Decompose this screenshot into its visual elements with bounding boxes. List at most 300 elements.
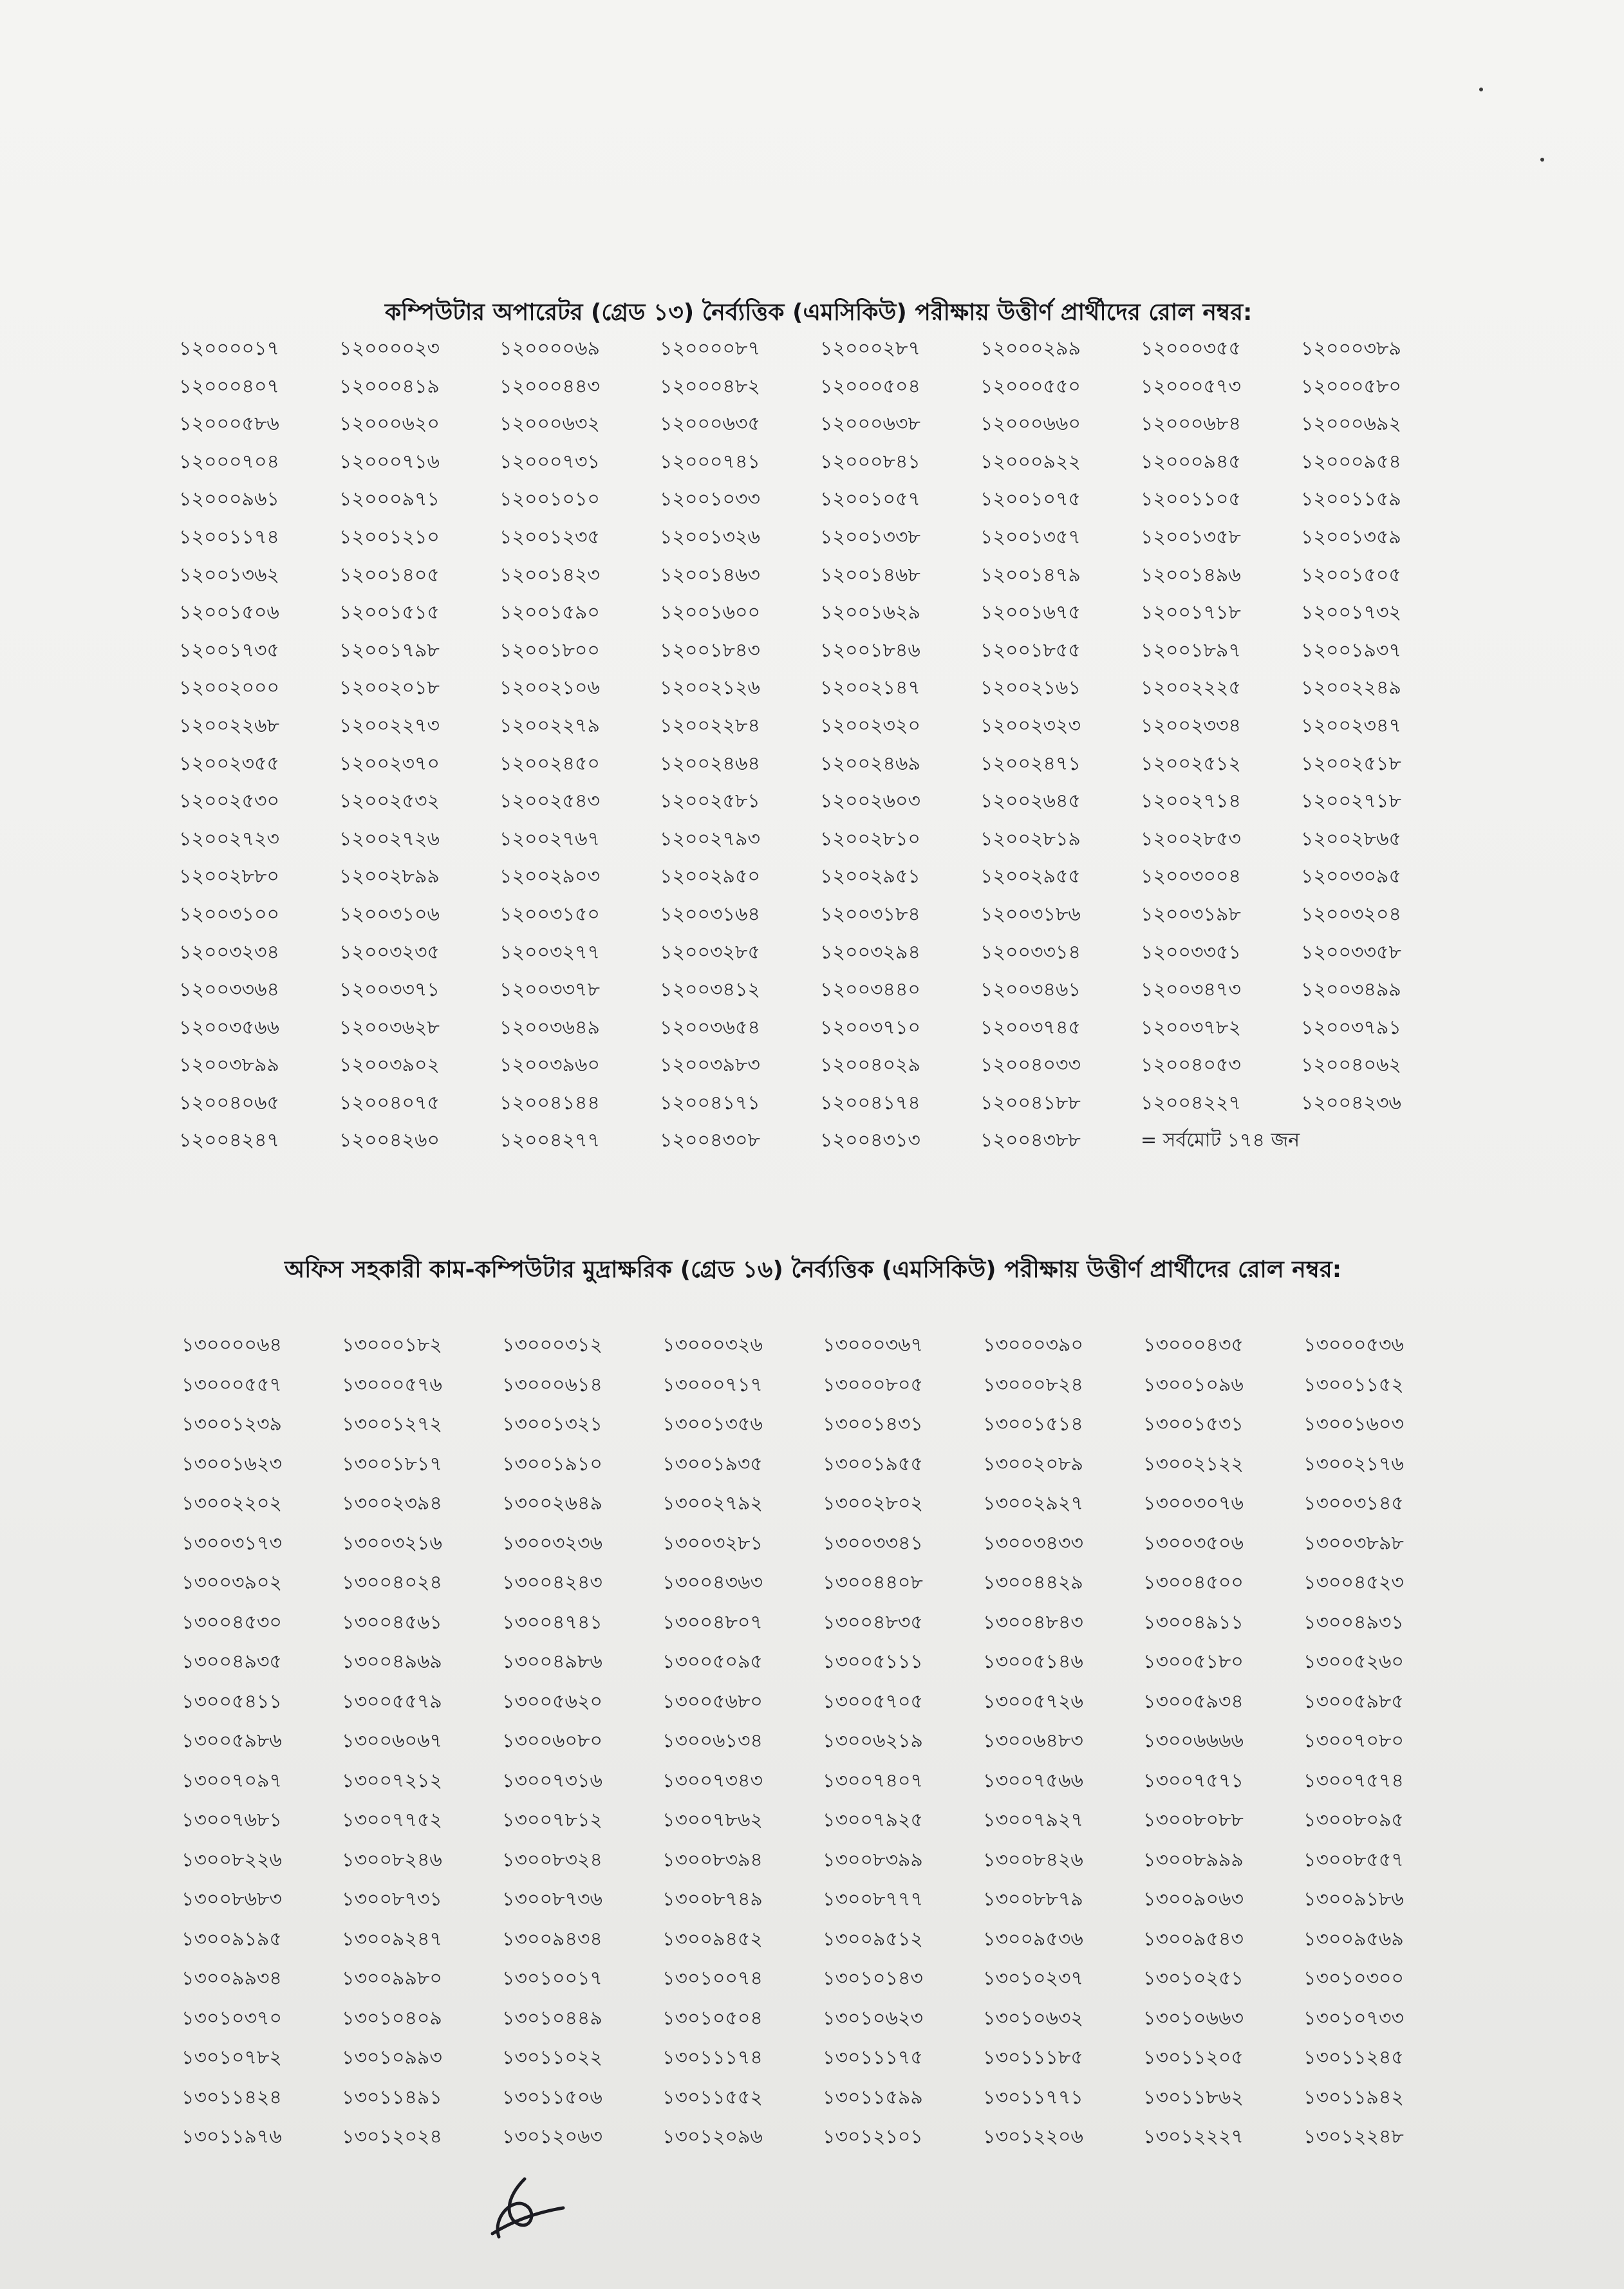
roll-number: ১৩০০২০৮৯ (983, 1452, 1083, 1475)
roll-number: ১৩০০৯৫৩৬ (983, 1927, 1083, 1950)
roll-number: ১২০০২৫৩২ (339, 790, 440, 813)
roll-number: ১২০০৩১০৬ (339, 902, 440, 926)
roll-number: ১৩০০৭৪০৭ (823, 1769, 923, 1792)
roll-number: ১২০০০৬২০ (339, 413, 440, 436)
roll-number: ১৩০০৫৫৭৯ (342, 1690, 442, 1713)
roll-number: ১৩০০৫৭২৬ (983, 1690, 1083, 1713)
roll-number: ১২০০৩৪৯৯ (1301, 978, 1401, 1002)
roll-number: ১৩০০৮৩২৪ (502, 1848, 602, 1871)
roll-number: ১৩০০০৪৩৫ (1143, 1334, 1244, 1356)
roll-number: ১২০০০৬৯২ (1301, 413, 1401, 436)
roll-number: ১২০০২৬৪৫ (980, 790, 1081, 813)
roll-number: ১২০০২৮৬৫ (1301, 827, 1401, 850)
roll-number: ১৩০০২৯২৭ (983, 1492, 1083, 1515)
roll-number: ১৩০০৭৩৪৩ (662, 1769, 763, 1792)
roll-number: ১৩০০৮৫৫৭ (1303, 1848, 1404, 1871)
roll-number: ১৩০১২০২৪ (342, 2126, 442, 2148)
roll-number: ১২০০৪০৩৩ (980, 1054, 1081, 1077)
roll-number: ১৩০০৭৫৬৬ (983, 1769, 1083, 1792)
roll-number: ১২০০০৫৮০ (1301, 375, 1401, 398)
roll-number: ১২০০৪২২৭ (1141, 1091, 1241, 1114)
roll-number: ১৩০০০৬১৪ (502, 1373, 602, 1396)
roll-number: ১২০০১৮৪৩ (660, 639, 760, 662)
roll-number: ১২০০২২৭৩ (339, 714, 440, 737)
roll-number: ১৩০১০০৭৪ (662, 1967, 763, 1990)
roll-number: ১৩০০০৫৫৭ (182, 1373, 282, 1396)
roll-number: ১৩০০৮০৯৫ (1303, 1809, 1404, 1831)
roll-number: ১৩০১১৯৪২ (1303, 2086, 1404, 2109)
roll-number: ১২০০৩৯৮৩ (660, 1054, 760, 1077)
roll-number: ১২০০৩১৮৪ (820, 902, 920, 926)
roll-number: ১২০০৩৬৫৪ (660, 1016, 760, 1039)
speck-mark (1540, 158, 1544, 162)
roll-number: ১২০০২৩৪৭ (1301, 714, 1401, 737)
roll-number: ১৩০০১২৩৯ (182, 1413, 282, 1435)
roll-number: ১২০০৩১৮৬ (980, 902, 1081, 926)
roll-number: ১৩০০৪৮৪৩ (983, 1611, 1083, 1634)
roll-number: ১২০০১০৩৩ (660, 488, 760, 511)
roll-number: ১৩০০৮২২৬ (182, 1848, 282, 1871)
roll-number: ১৩০০৮৬৮৩ (182, 1888, 282, 1911)
total-count: = সর্বমোট ১৭৪ জন (1141, 1129, 1300, 1152)
roll-number: ১২০০৩১৫০ (499, 902, 600, 926)
roll-number: ১২০০৩৪৪০ (820, 978, 920, 1002)
roll-number: ১৩০০১৩২১ (502, 1413, 602, 1435)
roll-number: ১২০০২১৪৭ (820, 677, 920, 700)
roll-number: ১২০০৪২৩৬ (1301, 1091, 1401, 1114)
roll-number: ১২০০৩৪৬১ (980, 978, 1081, 1002)
roll-number: ১২০০০৫৮৬ (179, 413, 279, 436)
roll-number: ১৩০১১৫৯৯ (823, 2086, 923, 2109)
roll-number: ১৩০০৪৩৬৩ (662, 1571, 763, 1594)
roll-number: ১৩০০১৪৩১ (823, 1413, 923, 1435)
roll-number: ১২০০১২৩৫ (499, 525, 600, 548)
roll-number: ১৩০১০৪৪৯ (502, 2006, 602, 2030)
roll-number: ১২০০২৪৭১ (980, 752, 1081, 775)
roll-number: ১৩০০২৮০২ (823, 1492, 923, 1515)
roll-number: ১৩০০০৭১৭ (662, 1373, 763, 1396)
roll-number: ১২০০৩০৯৫ (1301, 865, 1401, 888)
roll-number: ১৩০০৯২৪৭ (342, 1927, 442, 1950)
roll-number: ১২০০০৩৫৫ (1141, 337, 1241, 360)
roll-number: ১৩০১০৭৩৩ (1303, 2006, 1404, 2030)
roll-number: ১২০০১০৫৭ (820, 488, 920, 511)
roll-number: ১৩০০৮৩৯৪ (662, 1848, 763, 1871)
roll-number: ১২০০০৯৭১ (339, 488, 440, 511)
section1-roll-grid (179, 339, 1461, 1169)
roll-number: ১৩০০০০৬৪ (182, 1334, 282, 1356)
roll-number: ১২০০০৯২২ (980, 450, 1081, 473)
roll-number: ১২০০০৭৪১ (660, 450, 760, 473)
roll-number: ১৩০০৭৬৮১ (182, 1809, 282, 1831)
roll-number: ১২০০০৬৩৫ (660, 413, 760, 436)
roll-number: ১২০০২৭১৪ (1141, 790, 1241, 813)
roll-number: ১২০০২৮৯৯ (339, 865, 440, 888)
roll-number: ১২০০৩৪৭৩ (1141, 978, 1241, 1002)
roll-number: ১২০০৩৭৯১ (1301, 1016, 1401, 1039)
roll-number: ১৩০০২৩৯৪ (342, 1492, 442, 1515)
roll-number: ১২০০০৭১৬ (339, 450, 440, 473)
roll-number: ১২০০৪১৪৪ (499, 1091, 600, 1114)
roll-number: ১৩০০৪৫০০ (1143, 1571, 1244, 1594)
roll-number: ১৩০০০৩২৬ (662, 1334, 763, 1356)
roll-number: ১২০০১৩৬২ (179, 563, 279, 586)
roll-number: ১৩০১২০৯৬ (662, 2126, 763, 2148)
roll-number: ১৩০০৮৯৯৯ (1143, 1848, 1244, 1871)
roll-number: ১৩০০৪৫২৩ (1303, 1571, 1404, 1594)
roll-number: ১৩০০৬১৩৪ (662, 1730, 763, 1752)
roll-number: ১২০০২৭৯৩ (660, 827, 760, 850)
roll-number: ১৩০০৪৯৮৬ (502, 1650, 602, 1673)
roll-number: ১৩০১০৬৩২ (983, 2006, 1083, 2030)
roll-number: ১২০০৩১০০ (179, 902, 279, 926)
roll-number: ১৩০১০৯৯৩ (342, 2046, 442, 2069)
roll-number: ১৩০০৪০২৪ (342, 1571, 442, 1594)
roll-number: ১৩০১১১৮৫ (983, 2046, 1083, 2069)
roll-number: ১২০০২১৬১ (980, 677, 1081, 700)
roll-number: ১২০০৩২৮৫ (660, 940, 760, 964)
roll-number: ১২০০১৭৯৮ (339, 639, 440, 662)
roll-number: ১৩০০৮২৪৬ (342, 1848, 442, 1871)
roll-number: ১৩০১১২০৫ (1143, 2046, 1244, 2069)
roll-number: ১৩০০৭৮৬২ (662, 1809, 763, 1831)
roll-number: ১৩০০৯৫১২ (823, 1927, 923, 1950)
roll-number: ১২০০৩২৭৭ (499, 940, 601, 964)
roll-number: ১৩০১০২৫১ (1143, 1967, 1244, 1990)
roll-number: ১৩০১০০১৭ (502, 1967, 602, 1990)
roll-number: ১৩০১১৯৭৬ (182, 2126, 282, 2148)
roll-number: ১২০০০২৯৯ (980, 337, 1081, 360)
roll-number: ১২০০৩৬২৮ (339, 1016, 440, 1039)
roll-number: ১৩০০০৮০৫ (823, 1373, 923, 1396)
roll-number: ১২০০৩৩৫১ (1141, 940, 1241, 964)
roll-number: ১৩০০৭০৯৭ (182, 1769, 282, 1792)
roll-number: ১২০০৪১৭৪ (820, 1091, 920, 1114)
roll-number: ১২০০০০২৩ (339, 337, 440, 360)
roll-number: ১৩০১০৬২৩ (823, 2006, 923, 2030)
roll-number: ১৩০০৫১১১ (823, 1650, 923, 1673)
roll-number: ১২০০১৬২৯ (820, 601, 920, 624)
roll-number: ১২০০১৮৫৫ (980, 639, 1081, 662)
roll-number: ১৩০০১০৯৬ (1143, 1373, 1244, 1396)
roll-number: ১৩০০৫২৬০ (1303, 1650, 1404, 1673)
section2-title: অফিস সহকারী কাম-কম্পিউটার মুদ্রাক্ষরিক (গ্রেড ১৬) নৈর্ব্যত্তিক (এমসিকিউ) পরীক্ষায় উত্তীর্ণ প্রার্থীদের রোল নম্বর: (285, 1257, 1342, 1283)
roll-number: ১৩০০৬৬৬৬ (1143, 1730, 1244, 1752)
roll-number: ১৩০০৪৯৩৫ (182, 1650, 282, 1673)
roll-number: ১৩০১০৩৭০ (182, 2006, 282, 2030)
roll-number: ১৩০০০৫৭৬ (342, 1373, 442, 1396)
roll-number: ১২০০২৪৬৪ (660, 752, 760, 775)
roll-number: ১২০০০৭৩১ (499, 450, 600, 473)
roll-number: ১৩০০৯৫৬৯ (1303, 1927, 1404, 1950)
roll-number: ১২০০০২৮৭ (820, 337, 920, 360)
roll-number: ১২০০১৩২৬ (660, 525, 760, 548)
roll-number: ১২০০২৩৫৫ (179, 752, 279, 775)
roll-number: ১২০০০৬৩২ (499, 413, 601, 436)
roll-number: ১২০০১৫৯০ (499, 601, 600, 624)
roll-number: ১২০০১৩৫৯ (1301, 525, 1401, 548)
roll-number: ১৩০০৫৭০৫ (823, 1690, 923, 1713)
roll-number: ১৩০১০২৩৭ (983, 1967, 1083, 1990)
roll-number: ১২০০১৪২৩ (499, 563, 600, 586)
roll-number: ১২০০১৪৭৯ (980, 563, 1081, 586)
roll-number: ১৩০১১১৭৪ (662, 2046, 763, 2069)
roll-number: ১৩০০০১৮২ (342, 1334, 442, 1356)
roll-number: ১৩০০৬২১৯ (823, 1730, 923, 1752)
roll-number: ১২০০৩২০৪ (1301, 902, 1401, 926)
roll-number: ১৩০১২২০৬ (983, 2126, 1083, 2148)
roll-number: ১৩০০৭৫৭১ (1143, 1769, 1244, 1792)
roll-number: ১২০০১৪৯৬ (1141, 563, 1241, 586)
roll-number: ১৩০০৩২১৬ (342, 1531, 442, 1555)
roll-number: ১৩০০৫০৯৫ (662, 1650, 763, 1673)
roll-number: ১৩০০৯১৯৫ (182, 1927, 282, 1950)
roll-number: ১২০০৩৪১২ (660, 978, 760, 1002)
roll-number: ১২০০৩৯০২ (339, 1054, 440, 1077)
roll-number: ১৩০০৫৯৮৬ (182, 1730, 282, 1752)
roll-number: ১২০০২৮১৯ (980, 827, 1081, 850)
roll-number: ১২০০২৬০৩ (820, 790, 921, 813)
roll-number: ১২০০৪০২৯ (820, 1054, 920, 1077)
speck-mark (1479, 88, 1483, 91)
roll-number: ১৩০০২১৭৬ (1303, 1452, 1404, 1475)
roll-number: ১৩০১২১০১ (823, 2126, 923, 2148)
roll-number: ১২০০২৮৫৩ (1141, 827, 1241, 850)
roll-number: ১৩০০৯৪৩৪ (502, 1927, 602, 1950)
roll-number: ১৩০০১২৭২ (342, 1413, 442, 1435)
roll-number: ১৩০০৭৯২৭ (983, 1809, 1083, 1831)
handwritten-signature (480, 2172, 570, 2256)
roll-number: ১৩০০১৯১০ (502, 1452, 602, 1475)
roll-number: ১৩০০২২০২ (182, 1492, 283, 1515)
roll-number: ১৩০১১২৪৫ (1303, 2046, 1404, 2069)
roll-number: ১৩০০৭৫৭৪ (1303, 1769, 1404, 1792)
roll-number: ১৩০০৮৭৪৯ (662, 1888, 763, 1911)
roll-number: ১২০০৪২৪৭ (179, 1129, 279, 1152)
roll-number: ১২০০২৪৫০ (499, 752, 600, 775)
roll-number: ১৩০১১০২২ (502, 2046, 602, 2069)
roll-number: ১২০০৪০৬২ (1301, 1054, 1401, 1077)
roll-number: ১২০০৩৩৫৮ (1301, 940, 1401, 964)
roll-number: ১৩০০৪৫৬১ (342, 1611, 442, 1634)
roll-number: ১৩০০৭৮১২ (502, 1809, 602, 1831)
roll-number: ১২০০২৪৬৯ (820, 752, 920, 775)
roll-number: ১৩০০৯৫৪৩ (1143, 1927, 1244, 1950)
roll-number: ১২০০৩৮৯৯ (179, 1054, 279, 1077)
roll-number: ১২০০০৭০৪ (179, 450, 279, 473)
roll-number: ১২০০১৪০৫ (339, 563, 440, 586)
roll-number: ১২০০১৭৩৫ (179, 639, 279, 662)
roll-number: ১৩০০১৫১৪ (983, 1413, 1083, 1435)
roll-number: ১২০০৪০৭৫ (339, 1091, 440, 1114)
roll-number: ১৩০০৪৮৩৫ (823, 1611, 923, 1634)
roll-number: ১২০০০৬৬০ (980, 413, 1081, 436)
roll-number: ১২০০৩২৩৫ (339, 940, 440, 964)
roll-number: ১৩০০৫৪১১ (182, 1690, 282, 1713)
roll-number: ১৩০০৯০৬৩ (1143, 1888, 1244, 1911)
roll-number: ১২০০৪১৭১ (660, 1091, 760, 1114)
roll-number: ১৩০১০৭৮২ (182, 2046, 282, 2069)
roll-number: ১৩০০৫৯৩৪ (1143, 1690, 1244, 1713)
roll-number: ১৩০০০৩১২ (502, 1334, 602, 1356)
roll-number: ১২০০৪৩০৮ (660, 1129, 760, 1152)
roll-number: ১২০০২২৮৪ (660, 714, 760, 737)
roll-number: ১৩০১২২২৭ (1143, 2126, 1244, 2148)
roll-number: ১৩০০৮৮৭৯ (983, 1888, 1083, 1911)
roll-number: ১২০০১০৭৫ (980, 488, 1081, 511)
roll-number: ১২০০১০১০ (499, 488, 600, 511)
roll-number: ১২০০২১০৬ (499, 677, 600, 700)
roll-number: ১৩০০১১৫২ (1303, 1373, 1404, 1396)
roll-number: ১৩০০৩১৪৫ (1303, 1492, 1404, 1515)
roll-number: ১২০০২৭৬৭ (499, 827, 601, 850)
roll-number: ১২০০৩২৯৪ (820, 940, 920, 964)
roll-number: ১৩০১০১৪৩ (823, 1967, 923, 1990)
roll-number: ১৩০১১৫৫২ (662, 2086, 763, 2109)
roll-number: ১৩০১১৮৬২ (1143, 2086, 1244, 2109)
roll-number: ১৩০০৫১৮০ (1143, 1650, 1244, 1673)
roll-number: ১২০০৪০৫৩ (1141, 1054, 1241, 1077)
roll-number: ১৩০০৫৬৮০ (662, 1690, 763, 1713)
roll-number: ১৩০০৩০৭৬ (1143, 1492, 1244, 1515)
roll-number: ১২০০৪৩১৩ (820, 1129, 920, 1152)
roll-number: ১৩০০৩২৮১ (662, 1531, 763, 1555)
roll-number: ১৩০০৭৩১৬ (502, 1769, 602, 1792)
roll-number: ১৩০০২৭৯২ (662, 1492, 763, 1515)
roll-number: ১২০০২০১৮ (339, 677, 440, 700)
roll-number: ১২০০১৫০৬ (179, 601, 279, 624)
roll-number: ১২০০৩৭৪৫ (980, 1016, 1081, 1039)
roll-number: ১২০০২২৭৯ (499, 714, 600, 737)
roll-number: ১২০০২৩২৩ (980, 714, 1081, 737)
roll-number: ১২০০০০৬৯ (499, 337, 600, 360)
roll-number: ১২০০১১০৫ (1141, 488, 1241, 511)
roll-number: ১২০০৩৯৬০ (499, 1054, 600, 1077)
roll-number: ১৩০০৪৯৬৯ (342, 1650, 442, 1673)
roll-number: ১২০০১৩৩৮ (820, 525, 920, 548)
roll-number: ১৩০০৪৫৩০ (182, 1611, 282, 1634)
roll-number: ১২০০০৪০৭ (179, 375, 279, 398)
roll-number: ১২০০২০০০ (179, 677, 280, 700)
roll-number: ১৩০০৩৮৯৮ (1303, 1531, 1404, 1555)
roll-number: ১২০০২৯৫০ (660, 865, 760, 888)
roll-number: ১২০০০০১৭ (179, 337, 279, 360)
roll-number: ১৩০০৬৪৮৩ (983, 1730, 1083, 1752)
roll-number: ১২০০৩১৯৮ (1141, 902, 1241, 926)
roll-number: ১২০০৪২৬০ (339, 1129, 440, 1152)
roll-number: ১৩০০৮৭৩৬ (502, 1888, 602, 1911)
roll-number: ১৩০১০৩০০ (1303, 1967, 1404, 1990)
roll-number: ১২০০২১২৬ (660, 677, 760, 700)
roll-number: ১৩০০৪৪০৮ (823, 1571, 923, 1594)
roll-number: ১৩০০৯৪৫২ (662, 1927, 763, 1950)
roll-number: ১২০০৩৩১৪ (980, 940, 1081, 964)
roll-number: ১২০০২৯৫১ (820, 865, 920, 888)
roll-number: ১২০০৩২৩৪ (179, 940, 279, 964)
roll-number: ১৩০০৪৯১১ (1143, 1611, 1244, 1634)
roll-number: ১২০০১১৭৪ (179, 525, 279, 548)
roll-number: ১২০০৩৭৮২ (1141, 1016, 1241, 1039)
roll-number: ১৩০০৮০৮৮ (1143, 1809, 1244, 1831)
roll-number: ১২০০৩৩৬৪ (179, 978, 279, 1002)
roll-number: ১৩০০৪৮০৭ (662, 1611, 763, 1634)
roll-number: ১২০০০৫৭৩ (1141, 375, 1241, 398)
roll-number: ১২০০১১৫৯ (1301, 488, 1401, 511)
roll-number: ১২০০২৭২৬ (339, 827, 440, 850)
roll-number: ১২০০১৬৭৫ (980, 601, 1081, 624)
roll-number: ১২০০০৮৪১ (820, 450, 920, 473)
roll-number: ১৩০০৪৯৩১ (1303, 1611, 1404, 1634)
roll-number: ১৩০১১৪২৪ (182, 2086, 282, 2109)
roll-number: ১২০০২৯৫৫ (980, 865, 1081, 888)
roll-number: ১২০০০৩৮৯ (1301, 337, 1401, 360)
roll-number: ১২০০১৭৩২ (1301, 601, 1401, 624)
roll-number: ১২০০২৩৭০ (339, 752, 440, 775)
roll-number: ১২০০৪৩৮৮ (980, 1129, 1081, 1152)
roll-number: ১২০০০৯৪৫ (1141, 450, 1241, 473)
roll-number: ১৩০১২০৬৩ (502, 2126, 602, 2148)
roll-number: ১২০০৪০৬৫ (179, 1091, 279, 1114)
roll-number: ১২০০২৮৮০ (179, 865, 279, 888)
roll-number: ১৩০০৭০৮০ (1303, 1730, 1404, 1752)
roll-number: ১৩০০৩২৩৬ (502, 1531, 603, 1555)
roll-number: ১৩০০৮৪২৬ (983, 1848, 1083, 1871)
roll-number: ১৩০১১১৭৫ (823, 2046, 923, 2069)
roll-number: ১২০০৩৭১০ (820, 1016, 920, 1039)
roll-number: ১২০০৩০০৪ (1141, 865, 1241, 888)
roll-number: ১৩০০০৮২৪ (983, 1373, 1083, 1396)
roll-number: ১২০০০৬৮৪ (1141, 413, 1241, 436)
roll-number: ১২০০১৮৪৬ (820, 639, 920, 662)
roll-number: ১২০০৩৩৭১ (339, 978, 440, 1002)
roll-number: ১৩০০৫১৪৬ (983, 1650, 1083, 1673)
roll-number: ১৩০০৭৭৫২ (342, 1809, 442, 1831)
roll-number: ১৩০০৮৩৯৯ (823, 1848, 923, 1871)
roll-number: ১৩০১১৪৯১ (342, 2086, 442, 2109)
roll-number: ১৩০০৩৯০২ (182, 1571, 282, 1594)
roll-number: ১৩০০১৬০৩ (1303, 1413, 1404, 1435)
roll-number: ১৩০১১৫০৬ (502, 2086, 602, 2109)
roll-number: ১২০০২২৬৮ (179, 714, 279, 737)
roll-number: ১২০০১৪৬৩ (660, 563, 760, 586)
roll-number: ১৩০০০৫৩৬ (1303, 1334, 1404, 1356)
roll-number: ১২০০৪১৮৮ (980, 1091, 1081, 1114)
roll-number: ১৩০০৫৯৮৫ (1303, 1690, 1404, 1713)
roll-number: ১২০০৩৬৪৯ (499, 1016, 600, 1039)
roll-number: ১২০০১৫১৫ (339, 601, 440, 624)
roll-number: ১২০০৩১৬৪ (660, 902, 760, 926)
roll-number: ১২০০০৯৫৪ (1301, 450, 1401, 473)
roll-number: ১২০০১৫০৫ (1301, 563, 1401, 586)
roll-number: ১২০০২৫৩০ (179, 790, 279, 813)
roll-number: ১২০০০৪৪৩ (499, 375, 600, 398)
roll-number: ১৩০০৩৪৩৩ (983, 1531, 1083, 1555)
roll-number: ১৩০০১৫৩১ (1143, 1413, 1244, 1435)
roll-number: ১২০০১৭১৮ (1141, 601, 1241, 624)
roll-number: ১২০০১৩৫৮ (1141, 525, 1241, 548)
roll-number: ১৩০০৮৭৩১ (342, 1888, 442, 1911)
roll-number: ১২০০২৫৪৩ (499, 790, 600, 813)
roll-number: ১২০০০৫০৪ (820, 375, 920, 398)
roll-number: ১৩০০৪৪২৯ (983, 1571, 1083, 1594)
roll-number: ১৩০০৩১৭৩ (182, 1531, 282, 1555)
roll-number: ১৩০০৭২১২ (342, 1769, 442, 1792)
roll-number: ১২০০০৯৬১ (179, 488, 279, 511)
roll-number: ১২০০২৮১০ (820, 827, 920, 850)
roll-number: ১৩০০৪৭৪১ (502, 1611, 602, 1634)
roll-number: ১৩০১১৭৭১ (983, 2086, 1083, 2109)
roll-number: ১৩০১২২৪৮ (1303, 2126, 1404, 2148)
